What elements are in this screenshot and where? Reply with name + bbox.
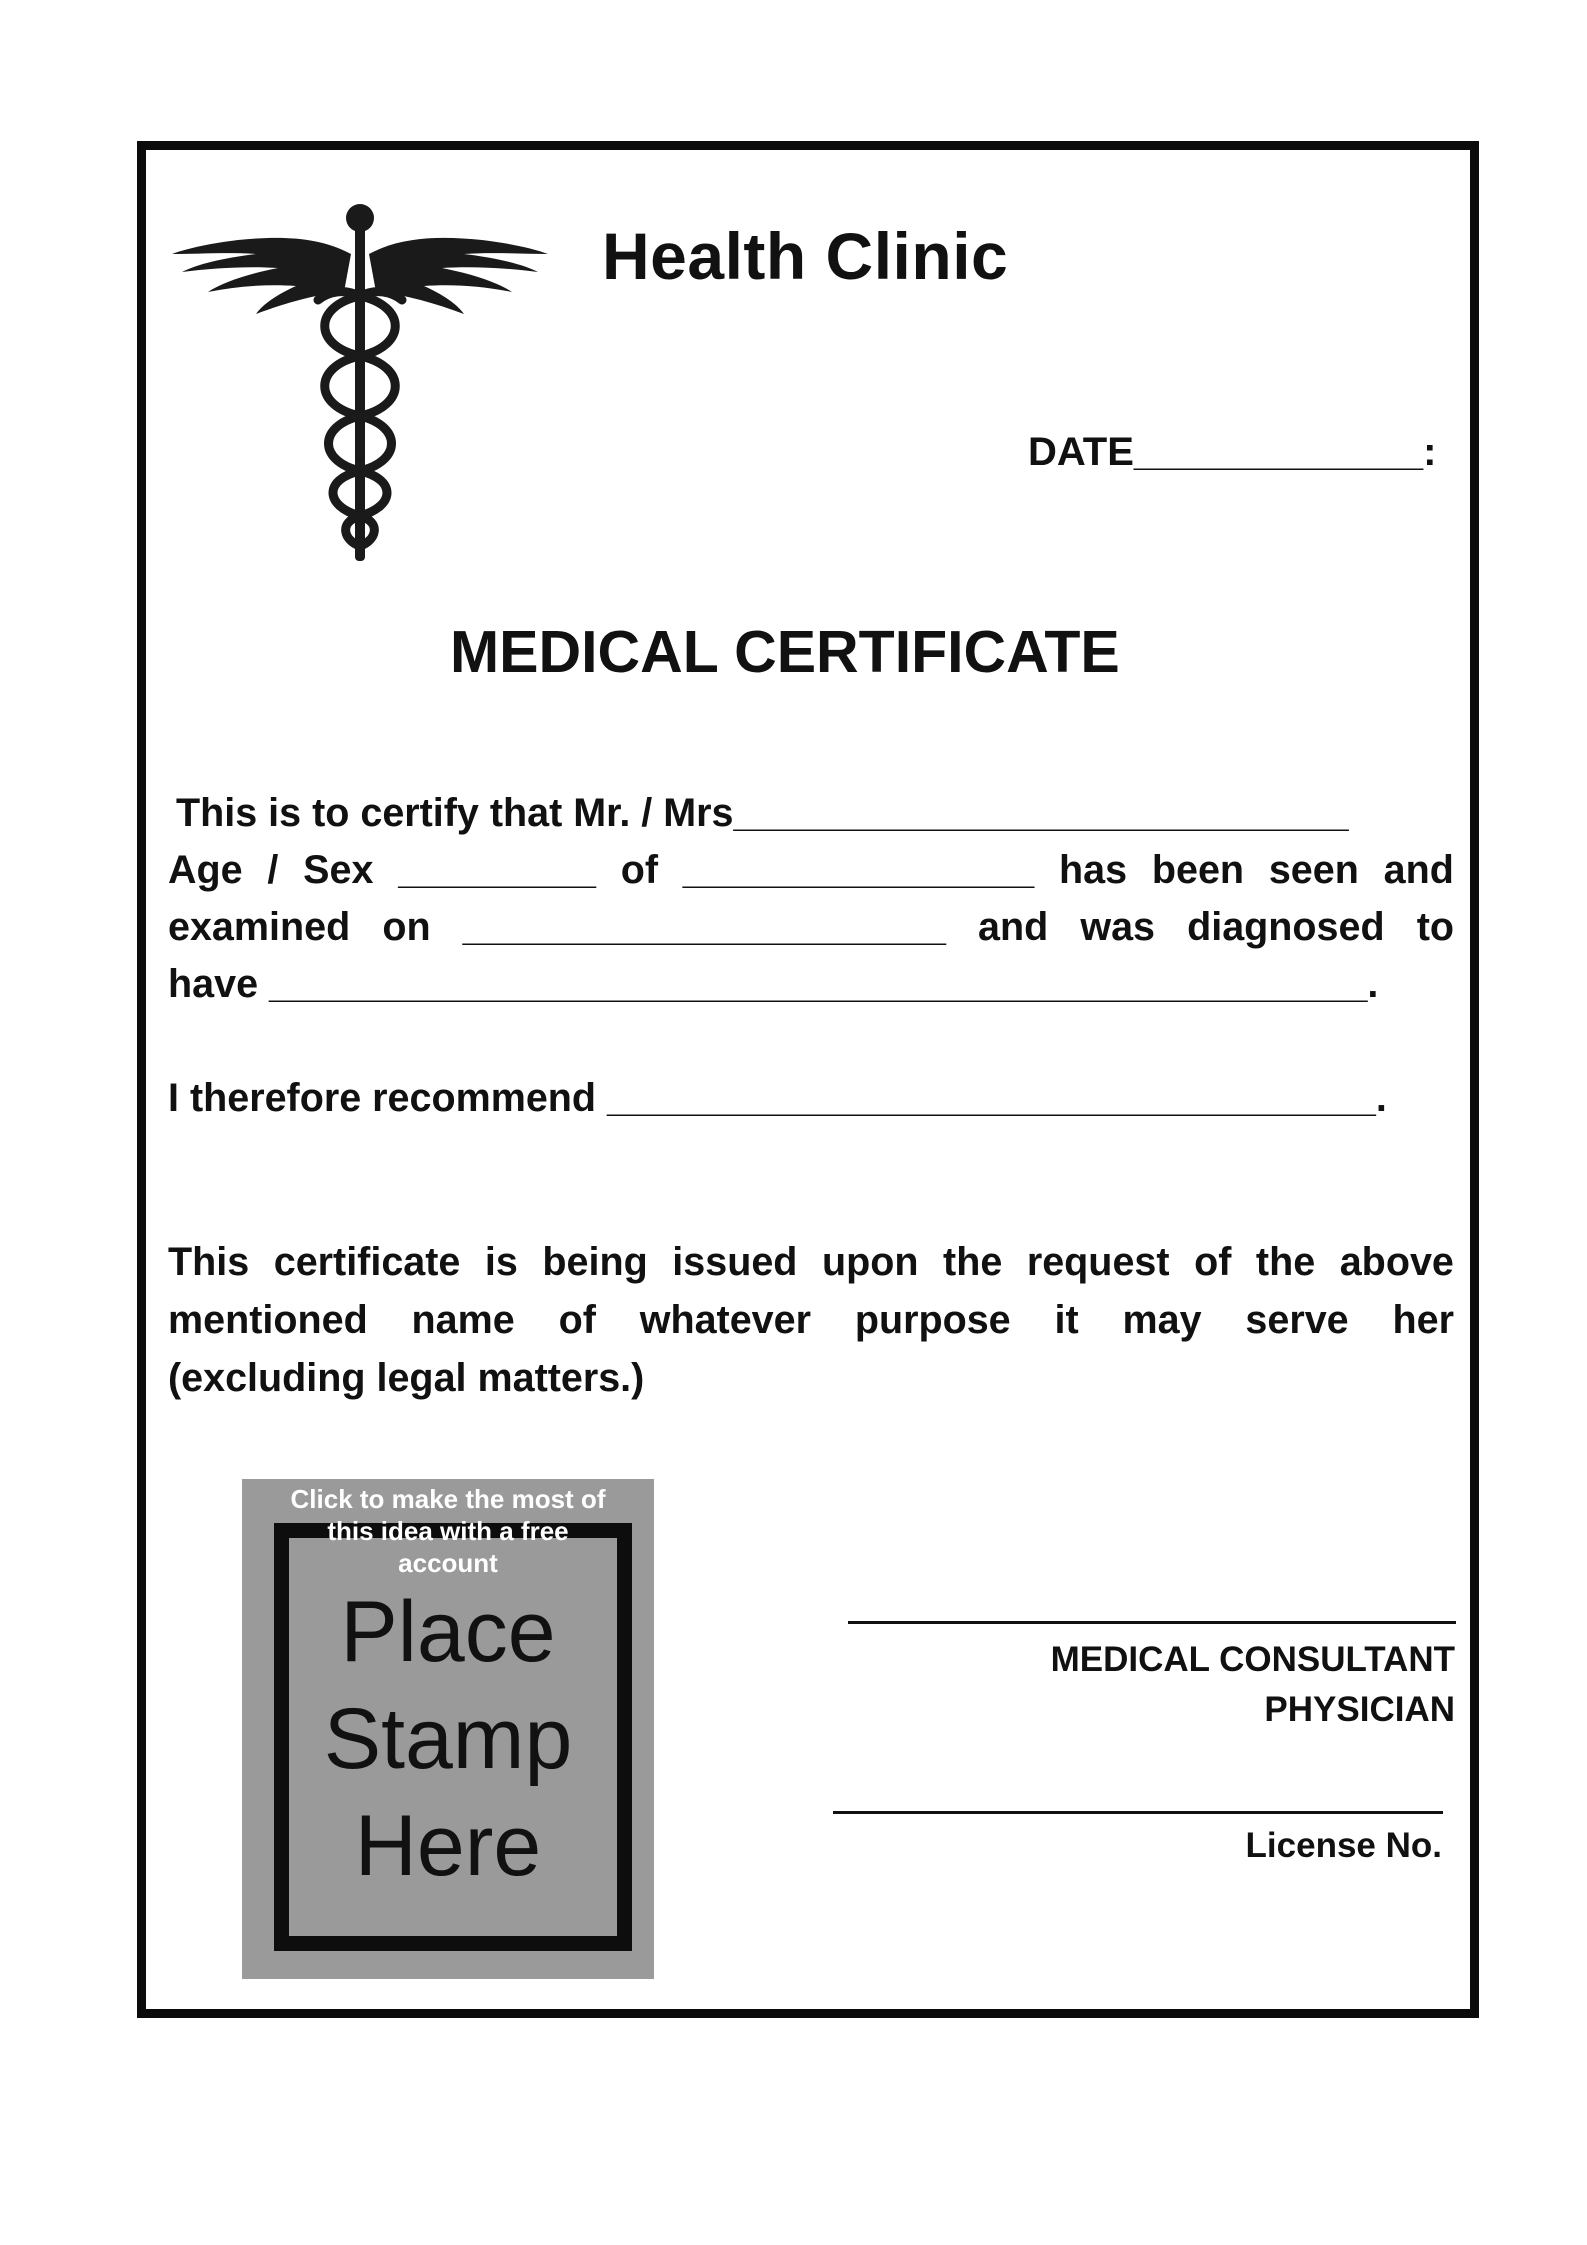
issued-word: above xyxy=(1339,1240,1454,1284)
issued-line-2 xyxy=(168,1291,1454,1349)
exam-date-blank: ______________________ xyxy=(462,905,946,949)
line2-word: Age xyxy=(168,848,243,892)
line2-word: has xyxy=(1059,848,1128,892)
issued-word: purpose xyxy=(854,1298,1011,1342)
issued-word: serve xyxy=(1245,1298,1349,1342)
issued-word: whatever xyxy=(639,1298,811,1342)
signature-line xyxy=(848,1621,1456,1624)
line3-word: to xyxy=(1416,905,1454,949)
certify-line-2 xyxy=(168,842,1454,899)
line2-word: / xyxy=(267,848,279,892)
stamp-text-line: Stamp xyxy=(323,1691,573,1787)
line3-word: and xyxy=(978,905,1049,949)
issued-word: the xyxy=(1255,1240,1316,1284)
issued-word: is xyxy=(484,1240,518,1284)
stamp-caption-line: this idea with a free xyxy=(327,1516,569,1546)
line3-word: examined xyxy=(168,905,351,949)
certify-line-1: This is to certify that Mr. / Mrs____________________________ xyxy=(176,791,1349,835)
issued-word: being xyxy=(542,1240,648,1284)
stamp-text-line: Here xyxy=(354,1798,542,1894)
issued-word: of xyxy=(1194,1240,1232,1284)
issued-word: name xyxy=(411,1298,515,1342)
line3-word: diagnosed xyxy=(1187,905,1385,949)
address-blank: ________________ xyxy=(682,848,1035,892)
stamp-text xyxy=(242,1579,654,1900)
issued-word: it xyxy=(1054,1298,1079,1342)
recommend-line: I therefore recommend ___________________________________. xyxy=(168,1076,1387,1120)
clinic-name: Health Clinic xyxy=(602,219,1009,293)
page-title: MEDICAL CERTIFICATE xyxy=(450,619,1120,685)
issued-word: certificate xyxy=(273,1240,461,1284)
caduceus-icon xyxy=(168,196,552,574)
certify-line-3 xyxy=(168,899,1454,956)
issued-word: upon xyxy=(821,1240,919,1284)
line2-word: and xyxy=(1383,848,1454,892)
signatory-subtitle: PHYSICIAN xyxy=(1264,1690,1455,1729)
issued-word: her xyxy=(1392,1298,1454,1342)
date-field: DATE_____________: xyxy=(1028,430,1437,474)
line2-word: seen xyxy=(1268,848,1359,892)
diagnosis-line: have __________________________________________________. xyxy=(168,962,1379,1006)
stamp-caption[interactable] xyxy=(242,1483,654,1579)
stamp-text-line: Place xyxy=(340,1584,556,1680)
issued-word: This xyxy=(168,1240,250,1284)
signatory-title: MEDICAL CONSULTANT xyxy=(1050,1640,1455,1679)
issued-word: the xyxy=(943,1240,1003,1284)
line3-word: was xyxy=(1080,905,1156,949)
issued-line-3: (excluding legal matters.) xyxy=(168,1356,645,1400)
issued-line-1 xyxy=(168,1233,1454,1291)
issued-word: mentioned xyxy=(168,1298,368,1342)
license-label: License No. xyxy=(1245,1826,1442,1865)
line3-word: on xyxy=(382,905,431,949)
issued-word: of xyxy=(558,1298,596,1342)
license-line xyxy=(833,1811,1443,1814)
stamp-caption-line: Click to make the most of xyxy=(290,1484,606,1514)
stamp-caption-line: account xyxy=(398,1548,498,1578)
issued-word: request xyxy=(1026,1240,1170,1284)
issued-word: issued xyxy=(672,1240,798,1284)
stamp-placeholder[interactable] xyxy=(242,1479,654,1979)
issued-word: may xyxy=(1122,1298,1202,1342)
line2-word: been xyxy=(1151,848,1245,892)
line2-word: of xyxy=(620,848,658,892)
age-sex-blank: _________ xyxy=(398,848,596,892)
line2-word: Sex xyxy=(303,848,374,892)
